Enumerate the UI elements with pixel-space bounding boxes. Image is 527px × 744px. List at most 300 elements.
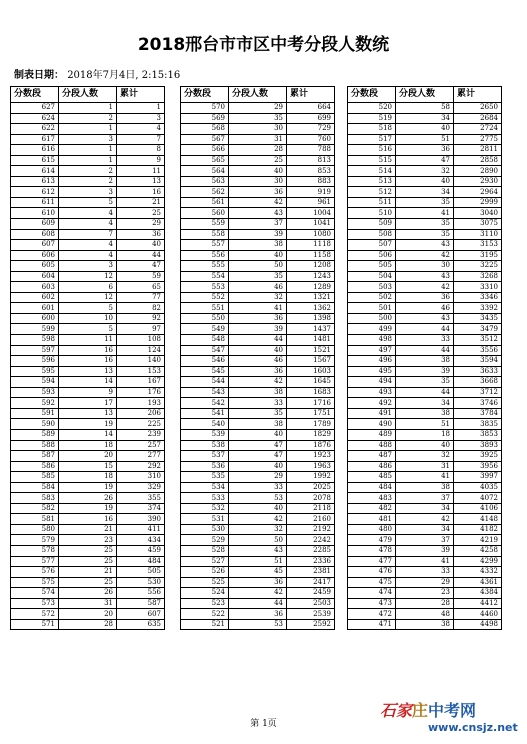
score-cell: 577 [11,556,59,567]
table-row [11,303,165,314]
score-cell: 511 [348,197,396,208]
cumulative-cell: 1789 [287,419,335,430]
table-row [348,219,502,230]
cumulative-cell: 3346 [454,292,502,303]
table-row [348,408,502,419]
score-cell: 605 [11,261,59,272]
score-cell: 536 [181,461,229,472]
score-cell: 477 [348,556,396,567]
table-row [11,187,165,198]
score-cell: 544 [181,377,229,388]
score-cell: 483 [348,493,396,504]
table-row [181,398,335,409]
table-row [348,208,502,219]
cumulative-cell: 2858 [454,155,502,166]
table-row [348,166,502,177]
score-cell: 518 [348,124,396,135]
cumulative-cell: 1481 [287,335,335,346]
count-cell: 25 [59,545,117,556]
table-row [348,313,502,324]
count-cell: 44 [229,335,287,346]
count-cell: 34 [396,398,454,409]
cumulative-cell: 124 [117,345,165,356]
table-row [348,387,502,398]
score-cell: 542 [181,398,229,409]
count-cell: 18 [59,440,117,451]
count-cell: 23 [396,588,454,599]
count-cell: 30 [396,261,454,272]
count-cell: 10 [59,313,117,324]
cumulative-cell: 3040 [454,208,502,219]
count-cell: 26 [59,588,117,599]
count-cell: 32 [396,166,454,177]
score-cell: 558 [181,229,229,240]
cumulative-cell: 2684 [454,113,502,124]
cumulative-cell: 459 [117,545,165,556]
score-cell: 589 [11,429,59,440]
table-row [181,472,335,483]
table-row [348,197,502,208]
table-row [181,282,335,293]
score-cell: 595 [11,366,59,377]
count-cell: 38 [396,619,454,630]
count-cell: 45 [229,567,287,578]
table-row [11,577,165,588]
table-row [348,240,502,251]
cumulative-cell: 4072 [454,493,502,504]
score-cell: 545 [181,366,229,377]
count-cell: 25 [59,556,117,567]
count-cell: 14 [59,429,117,440]
score-cell: 590 [11,419,59,430]
score-cell: 475 [348,577,396,588]
cumulative-cell: 3746 [454,398,502,409]
count-cell: 39 [229,229,287,240]
page-title: 2018邢台市市区中考分段人数统 [137,35,390,55]
cumulative-cell: 1963 [287,461,335,472]
cumulative-cell: 3479 [454,324,502,335]
table-row [11,419,165,430]
count-cell: 19 [59,482,117,493]
header-score-range: 分数段 [348,87,396,103]
count-cell: 30 [229,176,287,187]
score-cell: 521 [181,619,229,630]
score-cell: 484 [348,482,396,493]
table-row [11,609,165,620]
score-table-2 [180,86,335,630]
score-cell: 497 [348,345,396,356]
table-row [11,503,165,514]
cumulative-cell: 3268 [454,271,502,282]
table-row [181,588,335,599]
table-row [11,387,165,398]
table-row [181,567,335,578]
count-cell: 30 [229,124,287,135]
count-cell: 40 [229,503,287,514]
score-cell: 614 [11,166,59,177]
count-cell: 37 [229,219,287,230]
cumulative-cell: 167 [117,377,165,388]
score-cell: 565 [181,155,229,166]
table-row [181,461,335,472]
count-cell: 5 [59,197,117,208]
score-cell: 622 [11,124,59,135]
cumulative-cell: 961 [287,197,335,208]
table-row [181,335,335,346]
count-cell: 50 [229,261,287,272]
score-cell: 510 [348,208,396,219]
table-row [348,451,502,462]
table-row [348,419,502,430]
header-count: 分段人数 [396,87,454,103]
cumulative-cell: 1521 [287,345,335,356]
table-row [181,240,335,251]
cumulative-cell: 4148 [454,514,502,525]
table-row [11,345,165,356]
score-cell: 585 [11,472,59,483]
cumulative-cell: 1683 [287,387,335,398]
table-row [11,219,165,230]
count-cell: 13 [59,366,117,377]
score-cell: 583 [11,493,59,504]
count-cell: 19 [59,419,117,430]
cumulative-cell: 3225 [454,261,502,272]
table-row [181,250,335,261]
cumulative-cell: 4182 [454,524,502,535]
table-row [348,134,502,145]
cumulative-cell: 2775 [454,134,502,145]
score-cell: 503 [348,282,396,293]
table-row [181,514,335,525]
score-cell: 500 [348,313,396,324]
score-cell: 596 [11,356,59,367]
cumulative-cell: 310 [117,472,165,483]
cumulative-cell: 1716 [287,398,335,409]
score-cell: 515 [348,155,396,166]
table-row [348,503,502,514]
count-cell: 17 [59,398,117,409]
cumulative-cell: 484 [117,556,165,567]
score-cell: 501 [348,303,396,314]
cumulative-cell: 257 [117,440,165,451]
cumulative-cell: 3956 [454,461,502,472]
table-row [348,524,502,535]
table-row [11,567,165,578]
cumulative-cell: 9 [117,155,165,166]
cumulative-cell: 4219 [454,535,502,546]
score-cell: 553 [181,282,229,293]
count-cell: 42 [229,377,287,388]
count-cell: 46 [396,303,454,314]
score-cell: 557 [181,240,229,251]
table-row [11,524,165,535]
score-cell: 537 [181,451,229,462]
count-cell: 37 [396,535,454,546]
cumulative-cell: 1645 [287,377,335,388]
count-cell: 2 [59,176,117,187]
cumulative-cell: 2890 [454,166,502,177]
score-cell: 504 [348,271,396,282]
table-row [348,303,502,314]
table-row [181,155,335,166]
table-row [348,261,502,272]
table-row [348,493,502,504]
score-cell: 562 [181,187,229,198]
cumulative-cell: 1603 [287,366,335,377]
table-row [11,124,165,135]
score-cell: 584 [11,482,59,493]
count-cell: 40 [229,166,287,177]
score-cell: 534 [181,482,229,493]
count-cell: 44 [229,598,287,609]
table-row [348,588,502,599]
score-cell: 524 [181,588,229,599]
cumulative-cell: 1567 [287,356,335,367]
table-row [181,598,335,609]
score-cell: 496 [348,356,396,367]
score-cell: 474 [348,588,396,599]
count-cell: 12 [59,292,117,303]
count-cell: 5 [59,324,117,335]
cumulative-cell: 919 [287,187,335,198]
cumulative-cell: 3512 [454,335,502,346]
cumulative-cell: 4412 [454,598,502,609]
count-cell: 44 [396,324,454,335]
cumulative-cell: 729 [287,124,335,135]
table-row [11,197,165,208]
count-cell: 43 [229,208,287,219]
score-cell: 485 [348,472,396,483]
count-cell: 36 [396,145,454,156]
count-cell: 16 [59,514,117,525]
header-count: 分段人数 [59,87,117,103]
count-cell: 31 [229,134,287,145]
count-cell: 41 [229,303,287,314]
count-cell: 25 [229,155,287,166]
score-cell: 594 [11,377,59,388]
cumulative-cell: 1362 [287,303,335,314]
score-cell: 597 [11,345,59,356]
cumulative-cell: 3594 [454,356,502,367]
score-cell: 491 [348,408,396,419]
cumulative-cell: 1876 [287,440,335,451]
table-row [11,261,165,272]
table-row [348,103,502,114]
score-cell: 473 [348,598,396,609]
score-cell: 508 [348,229,396,240]
cumulative-cell: 3556 [454,345,502,356]
table-row [11,292,165,303]
cumulative-cell: 4299 [454,556,502,567]
score-cell: 523 [181,598,229,609]
page-number: 第 1页 [250,719,277,729]
cumulative-cell: 225 [117,419,165,430]
cumulative-cell: 13 [117,176,165,187]
score-cell: 576 [11,567,59,578]
count-cell: 39 [396,545,454,556]
watermark-brand-b: 庄 [412,701,429,720]
count-cell: 31 [59,598,117,609]
score-cell: 627 [11,103,59,114]
count-cell: 38 [396,356,454,367]
count-cell: 4 [59,240,117,251]
cumulative-cell: 434 [117,535,165,546]
cumulative-cell: 65 [117,282,165,293]
score-cell: 604 [11,271,59,282]
cumulative-cell: 2650 [454,103,502,114]
score-cell: 538 [181,440,229,451]
cumulative-cell: 1118 [287,240,335,251]
score-cell: 490 [348,419,396,430]
count-cell: 3 [59,134,117,145]
cumulative-cell: 239 [117,429,165,440]
cumulative-cell: 25 [117,208,165,219]
table-row [348,250,502,261]
count-cell: 43 [396,313,454,324]
score-cell: 613 [11,176,59,187]
score-cell: 535 [181,472,229,483]
cumulative-cell: 140 [117,356,165,367]
table-row [11,240,165,251]
cumulative-cell: 2930 [454,176,502,187]
score-table-3 [347,86,502,630]
cumulative-cell: 2592 [287,619,335,630]
table-row [348,282,502,293]
count-cell: 5 [59,303,117,314]
table-row [181,429,335,440]
score-cell: 527 [181,556,229,567]
cumulative-cell: 1923 [287,451,335,462]
score-cell: 599 [11,324,59,335]
watermark-logo [380,698,476,721]
cumulative-cell: 1158 [287,250,335,261]
count-cell: 35 [229,271,287,282]
count-cell: 40 [229,345,287,356]
score-cell: 480 [348,524,396,535]
table-row [348,145,502,156]
count-cell: 42 [396,282,454,293]
score-cell: 610 [11,208,59,219]
table-row [181,292,335,303]
score-cell: 478 [348,545,396,556]
table-row [11,545,165,556]
table-row [11,493,165,504]
score-cell: 615 [11,155,59,166]
table-row [348,271,502,282]
score-cell: 479 [348,535,396,546]
table-row [181,577,335,588]
score-cell: 526 [181,567,229,578]
count-cell: 35 [396,197,454,208]
cumulative-cell: 2417 [287,577,335,588]
score-cell: 600 [11,313,59,324]
cumulative-cell: 2381 [287,567,335,578]
table-row [11,208,165,219]
cumulative-cell: 8 [117,145,165,156]
cumulative-cell: 883 [287,176,335,187]
table-row [181,609,335,620]
table-row [348,292,502,303]
score-cell: 564 [181,166,229,177]
table-row [181,134,335,145]
count-cell: 44 [396,387,454,398]
cumulative-cell: 3195 [454,250,502,261]
table-row [11,377,165,388]
cumulative-cell: 1398 [287,313,335,324]
cumulative-cell: 1992 [287,472,335,483]
watermark-url: www.cnsjz.net [428,721,518,734]
count-cell: 33 [396,567,454,578]
table-row [348,577,502,588]
table-row [348,187,502,198]
table-row [181,208,335,219]
count-cell: 4 [59,250,117,261]
table-row [181,535,335,546]
cumulative-cell: 47 [117,261,165,272]
cumulative-cell: 3 [117,113,165,124]
table-row [181,556,335,567]
count-cell: 40 [396,124,454,135]
cumulative-cell: 2192 [287,524,335,535]
score-cell: 471 [348,619,396,630]
score-cell: 487 [348,451,396,462]
score-cell: 603 [11,282,59,293]
table-row [348,440,502,451]
count-cell: 21 [59,524,117,535]
count-cell: 36 [229,187,287,198]
cumulative-cell: 176 [117,387,165,398]
score-cell: 579 [11,535,59,546]
table-row [11,335,165,346]
score-cell: 554 [181,271,229,282]
count-cell: 53 [229,493,287,504]
score-cell: 494 [348,377,396,388]
score-cell: 499 [348,324,396,335]
score-cell: 586 [11,461,59,472]
cumulative-cell: 92 [117,313,165,324]
count-cell: 37 [396,493,454,504]
count-cell: 35 [229,408,287,419]
count-cell: 3 [59,261,117,272]
score-table-1 [10,86,165,630]
table-row [181,493,335,504]
count-cell: 34 [396,503,454,514]
cumulative-cell: 59 [117,271,165,282]
count-cell: 40 [229,250,287,261]
cumulative-cell: 4 [117,124,165,135]
date-label: 制表日期： [14,70,64,81]
table-row [181,219,335,230]
count-cell: 25 [59,577,117,588]
table-row [348,124,502,135]
score-cell: 476 [348,567,396,578]
score-cell: 520 [348,103,396,114]
table-row [348,567,502,578]
count-cell: 11 [59,335,117,346]
score-cell: 588 [11,440,59,451]
table-row [348,324,502,335]
table-row [11,588,165,599]
cumulative-cell: 16 [117,187,165,198]
cumulative-cell: 1 [117,103,165,114]
cumulative-cell: 193 [117,398,165,409]
count-cell: 34 [396,524,454,535]
cumulative-cell: 3668 [454,377,502,388]
cumulative-cell: 788 [287,145,335,156]
count-cell: 33 [229,398,287,409]
cumulative-cell: 505 [117,567,165,578]
score-cell: 593 [11,387,59,398]
